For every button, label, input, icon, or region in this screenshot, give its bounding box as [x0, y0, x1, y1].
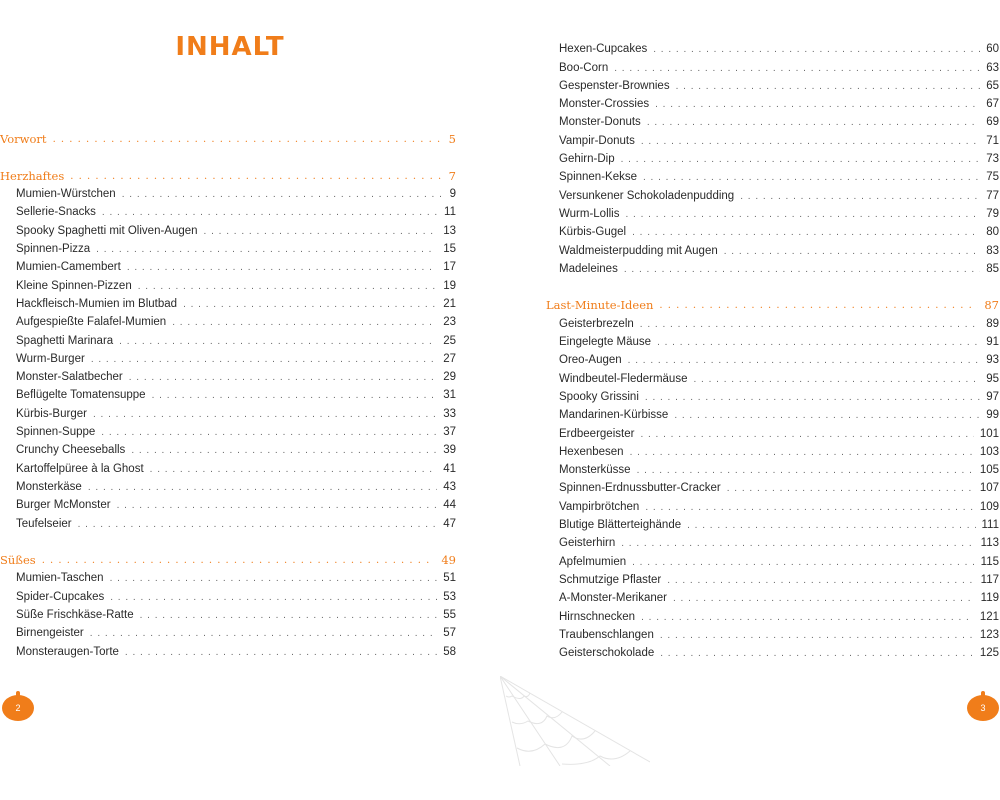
toc-entry-label: Spider-Cupcakes — [16, 590, 105, 603]
toc-entry-label: Monster-Salatbecher — [16, 371, 123, 384]
dot-leader — [641, 135, 980, 148]
toc-entry-page-number: 31 — [443, 389, 456, 402]
toc-entry-page-number: 63 — [986, 61, 999, 74]
dot-leader — [150, 463, 438, 476]
toc-entry[interactable] — [546, 203, 999, 221]
toc-entry-page-number: 15 — [443, 243, 456, 256]
toc-section-heading[interactable] — [0, 165, 456, 183]
dot-leader — [91, 353, 437, 366]
toc-entry-label: Wurm-Burger — [16, 352, 85, 365]
right-page — [500, 0, 1000, 800]
toc-entry[interactable] — [0, 512, 456, 530]
toc-entry-page-number: 121 — [979, 610, 999, 623]
toc-entry-page-number: 85 — [986, 262, 999, 275]
toc-section-heading[interactable] — [546, 294, 999, 312]
toc-section-heading[interactable] — [0, 128, 456, 146]
toc-entry-label: Hackfleisch-Mumien im Blutbad — [16, 297, 178, 310]
dot-leader — [724, 245, 980, 258]
toc-entry-page-number: 79 — [986, 207, 999, 220]
dot-leader — [643, 171, 980, 184]
toc-entry-page-number: 41 — [443, 462, 456, 475]
toc-entry-label: Mumien-Taschen — [16, 572, 104, 585]
toc-entry[interactable] — [546, 148, 999, 166]
toc-entry-page-number: 19 — [443, 279, 456, 292]
toc-entry-label: Sellerie-Snacks — [16, 206, 96, 219]
dot-leader — [183, 298, 437, 311]
toc-entry-label: Last-Minute-Ideen — [546, 298, 654, 313]
page-title: INHALT — [175, 32, 285, 62]
dot-leader — [641, 611, 974, 624]
toc-entry[interactable] — [546, 331, 999, 349]
toc-entry[interactable] — [546, 404, 999, 422]
dot-leader — [630, 446, 974, 459]
dot-leader — [78, 518, 438, 531]
toc-entry[interactable] — [546, 441, 999, 459]
toc-entry-label: Vorwort — [0, 132, 47, 147]
dot-leader — [653, 43, 980, 56]
toc-entry-page-number: 95 — [986, 372, 999, 385]
dot-leader — [101, 426, 437, 439]
toc-entry[interactable] — [546, 111, 999, 129]
toc-entry-label: Erdbeergeister — [559, 427, 635, 440]
toc-entry-label: Monster-Crossies — [559, 98, 650, 111]
toc-entry[interactable] — [546, 184, 999, 202]
toc-entry-label: Hexen-Cupcakes — [559, 43, 648, 56]
toc-entry[interactable] — [0, 622, 456, 640]
pumpkin-icon — [967, 691, 999, 721]
toc-entry-page-number: 49 — [441, 553, 456, 568]
toc-entry[interactable] — [546, 386, 999, 404]
toc-entry-label: Wurm-Lollis — [559, 207, 620, 220]
dot-leader — [626, 208, 981, 221]
toc-entry-page-number: 119 — [980, 592, 999, 605]
dot-leader — [673, 592, 975, 605]
dot-leader — [727, 482, 974, 495]
dot-leader — [110, 591, 437, 604]
toc-entry[interactable] — [546, 569, 999, 587]
toc-entry-page-number: 13 — [443, 224, 456, 237]
toc-entry-label: Kleine Spinnen-Pizzen — [16, 279, 132, 292]
dot-leader — [117, 499, 438, 512]
dot-leader — [204, 225, 438, 238]
toc-entry-page-number: 107 — [979, 482, 999, 495]
toc-entry[interactable] — [0, 421, 456, 439]
toc-entry-label: Eingelegte Mäuse — [559, 336, 652, 349]
dot-leader — [70, 170, 442, 183]
toc-entry[interactable] — [546, 532, 999, 550]
toc-entry[interactable] — [546, 166, 999, 184]
toc-entry-page-number: 29 — [443, 371, 456, 384]
toc-entry-page-number: 9 — [449, 188, 456, 201]
toc-entry-label: Spinnen-Suppe — [16, 426, 96, 439]
toc-entry-label: Vampir-Donuts — [559, 134, 635, 147]
toc-entry-page-number: 125 — [979, 647, 999, 660]
toc-entry-page-number: 93 — [986, 354, 999, 367]
toc-entry-page-number: 43 — [443, 480, 456, 493]
toc-entry[interactable] — [546, 221, 999, 239]
dot-leader — [657, 336, 980, 349]
toc-entry-page-number: 99 — [986, 409, 999, 422]
toc-entry[interactable] — [546, 38, 999, 56]
toc-entry-page-number: 117 — [980, 573, 999, 586]
dot-leader — [119, 335, 437, 348]
dot-leader — [640, 318, 980, 331]
toc-entry[interactable] — [546, 93, 999, 111]
toc-entry-page-number: 5 — [448, 132, 456, 147]
toc-entry-page-number: 69 — [986, 116, 999, 129]
dot-leader — [637, 464, 974, 477]
toc-entry-label: Kürbis-Gugel — [559, 226, 627, 239]
toc-entry-label: Kürbis-Burger — [16, 407, 87, 420]
toc-entry[interactable] — [546, 624, 999, 642]
toc-entry-label: Mumien-Würstchen — [16, 188, 116, 201]
toc-entry[interactable] — [546, 514, 999, 532]
toc-entry[interactable] — [0, 366, 456, 384]
toc-entry[interactable] — [0, 183, 456, 201]
toc-entry-page-number: 89 — [986, 317, 999, 330]
toc-entry-page-number: 37 — [443, 426, 456, 439]
dot-leader — [122, 188, 444, 201]
dot-leader — [138, 280, 437, 293]
page-number-right: 3 — [967, 695, 999, 721]
toc-entry[interactable] — [0, 274, 456, 292]
toc-entry-page-number: 115 — [980, 555, 999, 568]
dot-leader — [667, 574, 974, 587]
toc-entry-label: Spinnen-Kekse — [559, 171, 637, 184]
page-number-left: 2 — [2, 695, 34, 721]
toc-entry-page-number: 39 — [443, 444, 456, 457]
toc-entry-page-number: 67 — [986, 98, 999, 111]
toc-entry-page-number: 87 — [984, 298, 999, 313]
toc-entry-page-number: 109 — [979, 500, 999, 513]
toc-entry-page-number: 123 — [979, 628, 999, 641]
toc-entry-page-number: 44 — [443, 499, 456, 512]
dot-leader — [42, 554, 436, 567]
dot-leader — [659, 299, 978, 312]
toc-entry[interactable] — [546, 422, 999, 440]
toc-entry[interactable] — [546, 258, 999, 276]
toc-entry-label: Monsterkäse — [16, 480, 82, 493]
toc-entry-page-number: 73 — [986, 153, 999, 166]
toc-entry-page-number: 51 — [443, 572, 456, 585]
toc-entry-label: Traubenschlangen — [559, 628, 654, 641]
toc-entry-page-number: 17 — [443, 261, 456, 274]
toc-entry[interactable] — [0, 476, 456, 494]
toc-entry-page-number: 83 — [986, 244, 999, 257]
dot-leader — [628, 354, 981, 367]
toc-entry-label: Crunchy Cheeseballs — [16, 444, 126, 457]
toc-entry-page-number: 91 — [986, 336, 999, 349]
toc-entry-label: Oreo-Augen — [559, 354, 622, 367]
toc-entry-label: Geisterschokolade — [559, 647, 655, 660]
dot-leader — [693, 373, 980, 386]
dot-leader — [660, 647, 974, 660]
toc-entry[interactable] — [0, 219, 456, 237]
toc-section-heading[interactable] — [0, 549, 456, 567]
toc-entry-label: Monster-Donuts — [559, 116, 641, 129]
toc-entry-page-number: 47 — [443, 517, 456, 530]
toc-entry-label: Versunkener Schokoladenpudding — [559, 189, 735, 202]
toc-entry-label: Spooky Grissini — [559, 390, 639, 403]
dot-leader — [632, 556, 975, 569]
toc-entry-label: Birnengeister — [16, 627, 84, 640]
toc-entry[interactable] — [0, 293, 456, 311]
toc-entry-page-number: 21 — [443, 297, 456, 310]
toc-entry[interactable] — [546, 367, 999, 385]
toc-entry[interactable] — [0, 439, 456, 457]
dot-leader — [90, 627, 437, 640]
toc-entry[interactable] — [0, 567, 456, 585]
toc-entry[interactable] — [0, 348, 456, 366]
toc-entry-label: Spinnen-Pizza — [16, 243, 91, 256]
dot-leader — [740, 190, 980, 203]
toc-entry-label: A-Monster-Merikaner — [559, 592, 667, 605]
dot-leader — [88, 481, 437, 494]
toc-entry[interactable] — [546, 56, 999, 74]
toc-entry-label: Monsterküsse — [559, 464, 631, 477]
toc-entry[interactable] — [0, 201, 456, 219]
toc-entry-page-number: 111 — [981, 519, 999, 532]
toc-entry-page-number: 77 — [986, 189, 999, 202]
toc-entry[interactable] — [546, 349, 999, 367]
toc-entry[interactable] — [0, 311, 456, 329]
toc-entry-page-number: 23 — [443, 316, 456, 329]
toc-entry-label: Hexenbesen — [559, 445, 624, 458]
toc-entry-label: Süßes — [0, 553, 36, 568]
toc-entry-label: Spinnen-Erdnussbutter-Cracker — [559, 482, 721, 495]
toc-entry[interactable] — [0, 585, 456, 603]
toc-entry-page-number: 103 — [979, 445, 999, 458]
toc-entry-page-number: 53 — [443, 590, 456, 603]
toc-entry-page-number: 57 — [443, 627, 456, 640]
toc-entry[interactable] — [0, 640, 456, 658]
toc-entry[interactable] — [546, 477, 999, 495]
toc-entry-page-number: 65 — [986, 79, 999, 92]
dot-leader — [127, 261, 437, 274]
toc-entry-page-number: 33 — [443, 407, 456, 420]
toc-entry-page-number: 27 — [443, 352, 456, 365]
toc-entry-page-number: 105 — [979, 464, 999, 477]
dot-leader — [674, 409, 980, 422]
dot-leader — [640, 428, 973, 441]
toc-entry-label: Burger McMonster — [16, 499, 111, 512]
toc-entry-label: Monsteraugen-Torte — [16, 645, 119, 658]
toc-spacer — [546, 276, 999, 294]
toc-entry-label: Aufgespießte Falafel-Mumien — [16, 316, 167, 329]
toc-entry[interactable] — [0, 457, 456, 475]
toc-entry-label: Herzhaftes — [0, 168, 65, 183]
toc-entry[interactable] — [0, 238, 456, 256]
toc-entry-label: Windbeutel-Fledermäuse — [559, 372, 688, 385]
toc-entry[interactable] — [0, 384, 456, 402]
toc-entry[interactable] — [0, 329, 456, 347]
toc-entry-page-number: 60 — [986, 43, 999, 56]
dot-leader — [93, 408, 437, 421]
dot-leader — [152, 389, 438, 402]
dot-leader — [632, 226, 980, 239]
toc-entry[interactable] — [546, 239, 999, 257]
toc-entry-label: Apfelmumien — [559, 555, 627, 568]
toc-entry-label: Spooky Spaghetti mit Oliven-Augen — [16, 224, 198, 237]
toc-right-column — [546, 38, 999, 660]
dot-leader — [96, 243, 437, 256]
toc-entry[interactable] — [0, 402, 456, 420]
toc-entry[interactable] — [546, 550, 999, 568]
dot-leader — [621, 153, 981, 166]
spider-web-icon — [500, 676, 650, 766]
toc-entry-label: Geisterbrezeln — [559, 317, 634, 330]
toc-entry[interactable] — [0, 604, 456, 622]
toc-entry-label: Mumien-Camembert — [16, 261, 121, 274]
toc-entry-label: Spaghetti Marinara — [16, 334, 114, 347]
dot-leader — [645, 391, 980, 404]
toc-entry[interactable] — [0, 494, 456, 512]
dot-leader — [110, 572, 438, 585]
dot-leader — [676, 80, 981, 93]
toc-entry[interactable] — [546, 642, 999, 660]
toc-entry[interactable] — [546, 75, 999, 93]
toc-entry-label: Kartoffelpüree à la Ghost — [16, 462, 144, 475]
pumpkin-icon — [2, 691, 34, 721]
dot-leader — [131, 444, 437, 457]
toc-entry[interactable] — [546, 459, 999, 477]
dot-leader — [102, 206, 438, 219]
toc-entry-page-number: 58 — [443, 645, 456, 658]
dot-leader — [621, 537, 974, 550]
dot-leader — [624, 263, 980, 276]
toc-left-column — [0, 128, 456, 659]
toc-spacer — [0, 531, 456, 549]
toc-entry-page-number: 101 — [979, 427, 999, 440]
dot-leader — [129, 371, 437, 384]
toc-entry[interactable] — [546, 129, 999, 147]
toc-entry[interactable] — [546, 605, 999, 623]
dot-leader — [660, 629, 974, 642]
toc-entry[interactable] — [0, 256, 456, 274]
toc-entry-label: Gehirn-Dip — [559, 153, 615, 166]
dot-leader — [655, 98, 980, 111]
dot-leader — [647, 116, 980, 129]
dot-leader — [53, 133, 443, 146]
toc-entry-page-number: 113 — [980, 537, 999, 550]
dot-leader — [645, 501, 973, 514]
toc-entry-label: Beflügelte Tomatensuppe — [16, 389, 146, 402]
toc-entry-label: Schmutzige Pflaster — [559, 573, 662, 586]
toc-entry-page-number: 25 — [443, 334, 456, 347]
toc-spacer — [0, 146, 456, 164]
toc-entry-page-number: 55 — [443, 609, 456, 622]
toc-entry-page-number: 7 — [448, 168, 456, 183]
dot-leader — [140, 609, 438, 622]
toc-entry-label: Vampirbrötchen — [559, 500, 640, 513]
toc-entry-label: Mandarinen-Kürbisse — [559, 409, 669, 422]
toc-entry-page-number: 71 — [986, 134, 999, 147]
toc-entry-label: Gespenster-Brownies — [559, 79, 670, 92]
toc-entry-label: Boo-Corn — [559, 61, 609, 74]
toc-entry-page-number: 11 — [444, 206, 456, 219]
toc-entry[interactable] — [546, 312, 999, 330]
toc-entry-page-number: 80 — [986, 226, 999, 239]
toc-entry-label: Blutige Blätterteighände — [559, 519, 682, 532]
toc-entry[interactable] — [546, 587, 999, 605]
toc-entry-label: Waldmeisterpudding mit Augen — [559, 244, 718, 257]
toc-entry-label: Teufelseier — [16, 517, 72, 530]
dot-leader — [172, 316, 437, 329]
toc-entry[interactable] — [546, 495, 999, 513]
dot-leader — [687, 519, 975, 532]
toc-entry-label: Madeleines — [559, 262, 618, 275]
dot-leader — [125, 646, 437, 659]
toc-entry-page-number: 75 — [986, 171, 999, 184]
toc-entry-label: Süße Frischkäse-Ratte — [16, 609, 134, 622]
dot-leader — [614, 62, 980, 75]
toc-entry-page-number: 97 — [986, 390, 999, 403]
toc-entry-label: Hirnschnecken — [559, 610, 636, 623]
toc-entry-label: Geisterhirn — [559, 537, 616, 550]
